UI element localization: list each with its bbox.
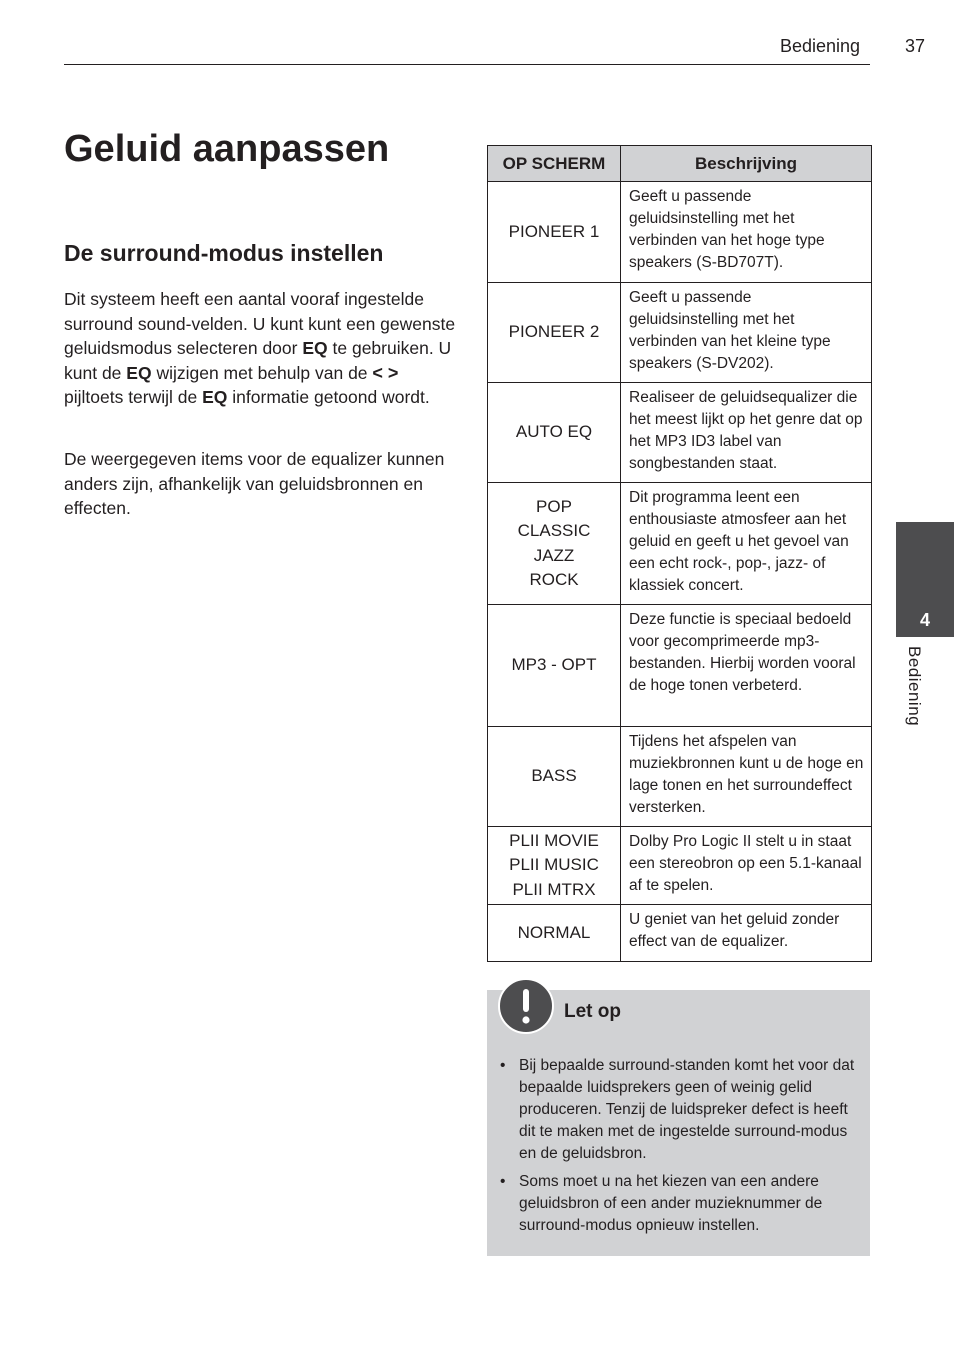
header-divider: [64, 64, 870, 65]
chapter-tab: [896, 522, 954, 637]
mode-name: JAZZ: [533, 545, 575, 565]
mode-cell: [488, 283, 621, 383]
intro-text-5: informatie getoond wordt.: [227, 387, 430, 407]
intro-text-3: wijzigen met behulp van de: [151, 362, 373, 383]
eq-term: EQ: [302, 338, 328, 358]
column-header-description: Beschrijving: [621, 146, 872, 182]
caution-text: Soms moet u na het kiezen van een andere geluidsbron of een ander muzieknummer de surround-modus opnieuw instellen.: [519, 1173, 823, 1234]
eq-term: EQ: [202, 387, 228, 407]
equalizer-note-paragraph: De weergegeven items voor de equalizer kunnen anders zijn, afhankelijk van geluidsbronnen en effecten.: [64, 449, 445, 518]
table-row: [488, 383, 872, 483]
table-row: [488, 727, 872, 827]
description-cell: Dolby Pro Logic II stelt u in staat een stereobron op een 5.1-kanaal af te spelen.: [621, 827, 872, 905]
description-cell: Deze functie is speciaal bedoeld voor gecomprimeerde mp3-bestanden. Hierbij worden vooral de hoge tonen verbeterd.: [621, 605, 872, 727]
table-row: [488, 182, 872, 283]
mode-cell: [488, 827, 621, 905]
mode-name: ROCK: [529, 570, 579, 589]
description-cell: Geeft u passende geluidsinstelling met het verbinden van het kleine type speakers (S-DV202).: [621, 283, 872, 383]
list-item: [497, 1055, 857, 1165]
header-section-title: Bediening: [780, 36, 861, 56]
mode-cell: [488, 727, 621, 827]
chapter-label: Bediening: [905, 646, 924, 727]
bullet: •: [500, 1057, 506, 1074]
mode-name: BASS: [531, 766, 577, 786]
mode-cell: [488, 483, 621, 605]
mode-name: PLII MUSIC: [509, 855, 599, 875]
bullet: •: [500, 1173, 506, 1190]
description-cell: Geeft u passende geluidsinstelling met het verbinden van het hoge type speakers (S-BD707T).: [621, 182, 872, 283]
table-row: [488, 283, 872, 383]
description-cell: U geniet van het geluid zonder effect van de equalizer.: [621, 905, 872, 962]
mode-name: NORMAL: [517, 922, 591, 942]
mode-name: MP3 - OPT: [511, 655, 597, 675]
intro-text-1: Dit systeem heeft een aantal vooraf ingestelde surround sound-velden. U kunt kunt een gewenste geluidsmodus selecteren door: [64, 289, 456, 358]
caution-title: Let op: [564, 1001, 621, 1022]
page-number: 37: [905, 36, 926, 56]
table-header-row: [488, 146, 872, 182]
mode-name: PLII MOVIE: [509, 830, 599, 850]
mode-name: CLASSIC: [517, 521, 591, 540]
column-header-screen: OP SCHERM: [488, 146, 621, 182]
mode-cell: [488, 383, 621, 483]
arrow-keys: < >: [372, 362, 399, 383]
caution-box: [487, 990, 870, 1256]
intro-text-4: pijltoets terwijl de: [64, 387, 203, 407]
description-cell: Dit programma leent een enthousiaste atmosfeer aan het geluid en geeft u het gevoel van een echt rock-, pop-, jazz- of klassiek concert.: [621, 483, 872, 605]
caution-text: Bij bepaalde surround-standen komt het voor dat bepaalde luidsprekers geen of weinig gelid produceren. Tenzij de luidspreker defect is heeft dit te maken met de ingestelde surround-modus en de geluidsbron.: [519, 1057, 855, 1162]
eq-term: EQ: [126, 362, 152, 383]
caution-list: [497, 1055, 857, 1243]
mode-name: POP: [536, 496, 572, 516]
intro-paragraph: [64, 287, 456, 410]
section-subtitle: De surround-modus instellen: [64, 240, 384, 266]
table-row: [488, 605, 872, 727]
list-item: [497, 1171, 857, 1237]
exclamation-icon: [498, 978, 554, 1034]
mode-name: PIONEER 1: [508, 221, 600, 241]
equalizer-modes-table: [487, 145, 872, 962]
table-row: [488, 483, 872, 605]
description-cell: Realiseer de geluidsequalizer die het meest lijkt op het genre dat op het MP3 ID3 label van songbestanden staat.: [621, 383, 872, 483]
mode-name: PIONEER 2: [508, 322, 600, 342]
mode-cell: [488, 182, 621, 283]
table-body: [488, 182, 872, 962]
page-title: Geluid aanpassen: [64, 128, 390, 170]
table-row: [488, 827, 872, 905]
mode-cell: [488, 605, 621, 727]
table-row: [488, 905, 872, 962]
mode-cell: [488, 905, 621, 962]
intro-text-2: te gebruiken. U kunt de: [64, 338, 452, 383]
mode-name: AUTO EQ: [515, 422, 593, 442]
chapter-number: 4: [919, 610, 930, 630]
mode-name: PLII MTRX: [512, 879, 596, 899]
description-cell: Tijdens het afspelen van muziekbronnen kunt u de hoge en lage tonen en het surroundeffect versterken.: [621, 727, 872, 827]
